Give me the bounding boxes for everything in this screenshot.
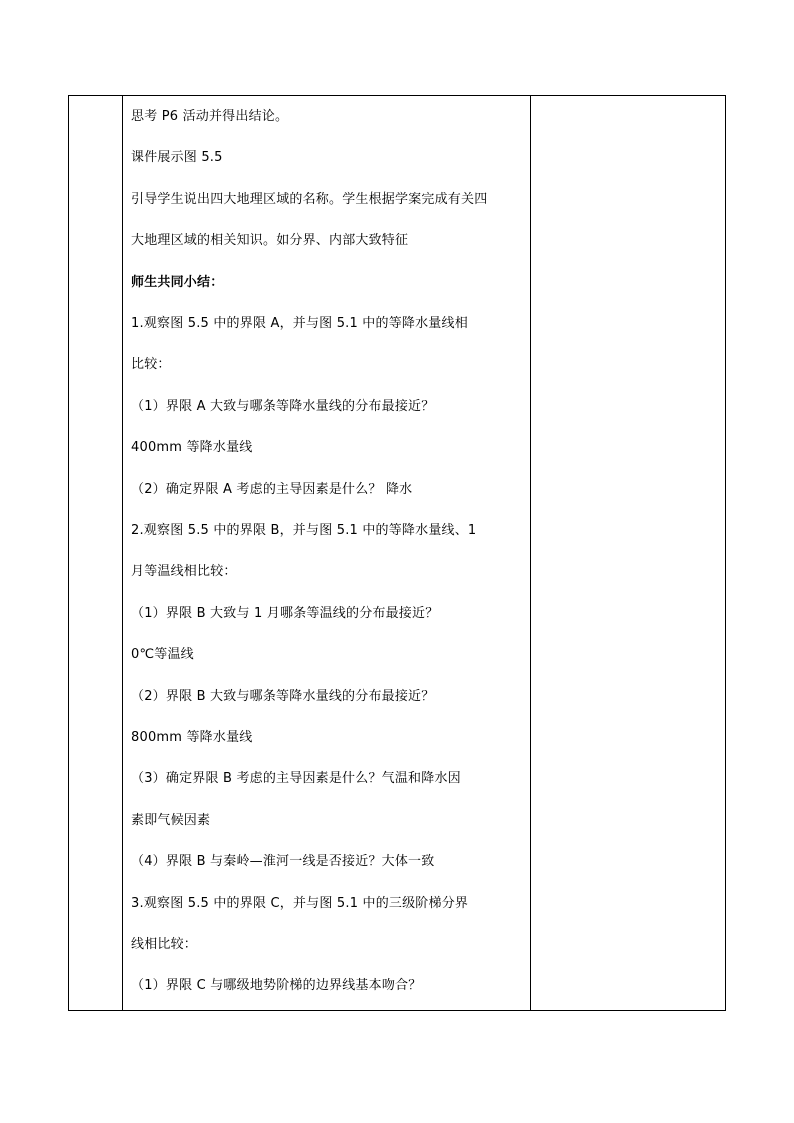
- text-line: 课件展示图 5.5: [131, 150, 223, 166]
- text-line: （4）界限 B 与秦岭—淮河一线是否接近？大体一致: [131, 854, 435, 870]
- text-line: （2）确定界限 A 考虑的主导因素是什么？ 降水: [131, 481, 413, 497]
- text-line: （2）界限 B 大致与哪条等降水量线的分布最接近？: [131, 688, 435, 704]
- text-line: 1.观察图 5.5 中的界限 A，并与图 5.1 中的等降水量线相: [131, 316, 468, 331]
- text-line: 0℃等温线: [131, 647, 194, 663]
- text-line: （1）界限 C 与哪级地势阶梯的边界线基本吻合？: [131, 978, 422, 994]
- text-line: 3.观察图 5.5 中的界限 C，并与图 5.1 中的三级阶梯分界: [131, 895, 469, 911]
- text-line: 线相比较：: [131, 937, 198, 952]
- text-line: 2.观察图 5.5 中的界限 B，并与图 5.1 中的等降水量线、1: [131, 523, 477, 538]
- text-line: 400mm 等降水量线: [131, 440, 253, 456]
- lesson-table: [68, 95, 726, 1011]
- text-line: （1）界限 A 大致与哪条等降水量线的分布最接近？: [131, 398, 435, 414]
- text-line: 800mm 等降水量线: [131, 730, 253, 745]
- text-line: 思考 P6 活动并得出结论。: [131, 109, 289, 124]
- column-divider-left: [122, 96, 123, 1010]
- text-line: （3）确定界限 B 考虑的主导因素是什么？气温和降水因: [131, 771, 461, 787]
- text-line: 师生共同小结：: [131, 274, 224, 290]
- text-line: 大地理区域的相关知识。如分界、内部大致特征: [131, 233, 409, 249]
- text-line: （1）界限 B 大致与 1 月哪条等温线的分布最接近？: [131, 605, 439, 621]
- text-line: 月等温线相比较：: [131, 564, 237, 580]
- text-line: 引导学生说出四大地理区域的名称。学生根据学案完成有关四: [131, 191, 488, 207]
- column-divider-right: [530, 96, 531, 1010]
- text-line: 比较：: [131, 357, 171, 373]
- text-line: 素即气候因素: [131, 812, 211, 828]
